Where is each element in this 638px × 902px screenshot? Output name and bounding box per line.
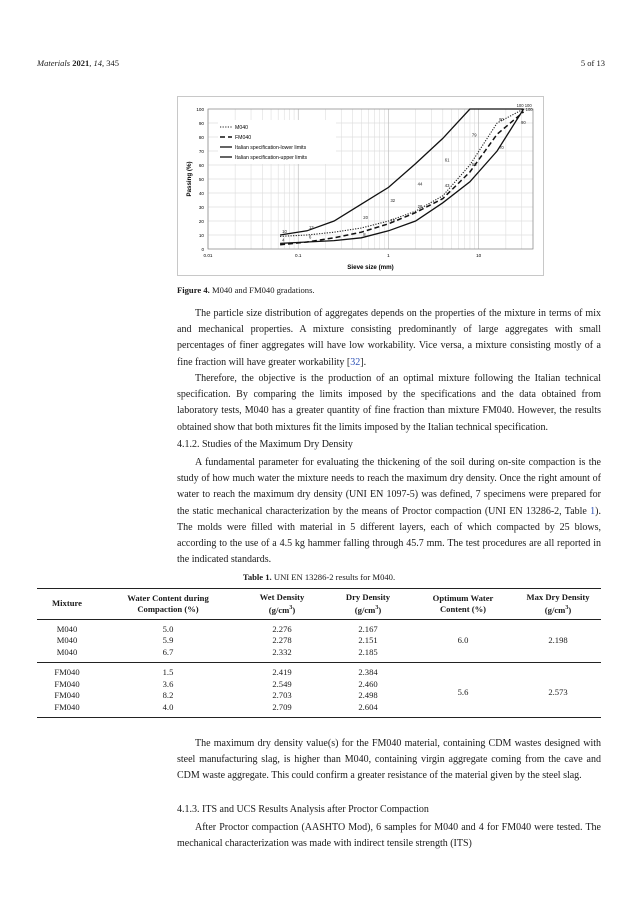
data-label: 79 xyxy=(471,132,477,138)
figure-4-chart xyxy=(177,96,544,276)
table-caption xyxy=(0,572,638,582)
cell-mixture: M040 xyxy=(56,623,78,634)
cell-optimum-m040: 6.0 xyxy=(411,619,515,663)
y-tick-label: 80 xyxy=(198,135,204,140)
cell-mixture: FM040 xyxy=(54,678,80,689)
y-tick-label: 90 xyxy=(198,121,204,126)
cell-dry: 2.185 xyxy=(325,647,411,663)
paragraph-text: ). The molds were filled with material in 5 different layers, each of which compacted by 25 blows, according to the use of a 4.5 kg hammer falling through 45.7 mm. The test procedures are all reported in the indicated standards. xyxy=(177,505,601,566)
cell-dry: 2.167 xyxy=(358,623,378,634)
data-label: 13 xyxy=(308,224,314,230)
table-ref-link-1[interactable]: 1 xyxy=(590,505,596,517)
x-tick-label: 0.1 xyxy=(295,253,302,258)
paragraph-max-dry-density: The maximum dry density value(s) for the FM040 material, containing CDM wastes designed with steel manufacturing slag, is higher than M040, containing virgin aggregate coming from the cave and CDM waste aggregate. This could confirm a greater resistance of the material given by the steel slag. xyxy=(177,738,601,782)
data-label: 44 xyxy=(417,181,423,187)
cell-dry: 2.151 xyxy=(358,635,378,646)
paragraph-dry-density xyxy=(177,455,601,568)
cell-max-m040: 2.198 xyxy=(515,619,601,663)
cell-mixture: FM040 xyxy=(37,702,97,718)
journal-volume: 14 xyxy=(93,58,102,68)
x-axis-label: Sieve size (mm) xyxy=(347,264,394,271)
data-label: 61 xyxy=(444,157,450,163)
section-heading-4-1-2: 4.1.2. Studies of the Maximum Dry Density xyxy=(177,439,353,450)
header-wet-density: Wet Density $(g/cm^3)$ xyxy=(239,589,325,620)
data-label: 90 xyxy=(521,119,526,125)
data-label: 4 xyxy=(282,237,285,243)
y-tick-label: 100 xyxy=(196,107,204,112)
cell-mixture: M040 xyxy=(56,635,78,646)
paragraph-particle-size xyxy=(177,306,601,371)
cell-water: 3.6 xyxy=(162,678,174,689)
legend-entry: FM040 xyxy=(235,135,252,141)
data-label: 58 xyxy=(471,161,477,167)
cell-water: 5.0 xyxy=(162,623,174,634)
y-axis-label: Passing (%) xyxy=(186,161,193,197)
paragraph-text: ]. xyxy=(360,356,367,368)
cell-wet: 2.276 xyxy=(272,623,292,634)
cell-wet: 2.709 xyxy=(239,702,325,718)
page-number: 5 of 13 xyxy=(580,58,605,68)
cell-optimum-fm040: 5.6 xyxy=(411,663,515,718)
cell-dry: 2.384 xyxy=(358,667,378,678)
article-number: 345 xyxy=(106,58,119,68)
cell-water: 6.7 xyxy=(97,647,239,663)
cell-dry: 2.604 xyxy=(325,702,411,718)
header-water-content: Water Content during Compaction (%) xyxy=(97,589,239,620)
journal-name: Materials xyxy=(37,58,71,68)
x-tick-label: 0.01 xyxy=(203,253,213,258)
journal-year: 2021 xyxy=(72,58,90,68)
y-tick-label: 30 xyxy=(198,205,204,210)
data-label: 28 xyxy=(417,203,423,209)
y-tick-label: 10 xyxy=(198,233,204,238)
data-label: 10 xyxy=(282,229,287,234)
legend-entry: Italian specification-upper limits xyxy=(235,155,308,161)
citation-link-32[interactable]: 32 xyxy=(350,356,361,368)
figure-caption-label: Figure 4. xyxy=(177,285,210,295)
header-mixture: Mixture xyxy=(37,589,97,620)
x-tick-label: 10 xyxy=(476,253,482,258)
table-row xyxy=(37,619,601,635)
legend-entry: Italian specification-lower limits xyxy=(235,145,307,151)
data-label: 70 xyxy=(499,145,504,150)
cell-mixture: FM040 xyxy=(54,667,80,678)
y-tick-label: 70 xyxy=(198,149,204,154)
legend-entry: M040 xyxy=(235,125,248,131)
data-label: 32 xyxy=(390,198,396,204)
paragraph-objective: Therefore, the objective is the production of an optimal mixture following the Italian technical specification. By comparing the limits imposed by the specifications and the data obtained from laboratory tests, M040 has a greater quantity of fine fraction than mixture FM040. However, the results obtained show that both mixtures fit the limits imposed by the Italian technical specification. xyxy=(177,373,601,433)
data-label: 100 xyxy=(525,107,533,113)
y-tick-label: 50 xyxy=(198,177,204,182)
data-label: 6 xyxy=(308,234,312,240)
table-caption-text: UNI EN 13286-2 results for M040. xyxy=(273,572,396,582)
cell-max-fm040: 2.573 xyxy=(515,663,601,718)
y-tick-label: 20 xyxy=(198,219,204,224)
header-max-dry-density: Max Dry Density $(g/cm^3)$ xyxy=(515,589,601,620)
cell-wet: 2.278 xyxy=(272,635,292,646)
header-dry-density: Dry Density $(g/cm^3)$ xyxy=(325,589,411,620)
table-row xyxy=(37,663,601,679)
y-tick-label: 40 xyxy=(198,191,204,196)
running-header-citation: Materials 2021, 14, 345 xyxy=(37,58,119,68)
cell-wet: 2.332 xyxy=(239,647,325,663)
data-label: 100 100 xyxy=(516,103,532,108)
cell-water: 4.0 xyxy=(97,702,239,718)
figure-caption xyxy=(177,285,315,295)
cell-water: 5.9 xyxy=(162,635,174,646)
table-header-row xyxy=(37,589,601,620)
table-caption-label: Table 1. xyxy=(242,572,272,582)
paragraph-text: The particle size distribution of aggregates depends on the properties of the mixture in terms of mix and mechanical properties. A mixture consisting predominantly of large aggregates with small percentages of finer aggregates will have low workability. Vice versa, a mixture consisting mostly of a fine fraction will have greater workability [ xyxy=(177,308,601,368)
cell-mixture: FM040 xyxy=(54,690,80,701)
data-label: 43 xyxy=(444,182,450,188)
data-label: 18 xyxy=(390,217,396,223)
section-heading-4-1-3: 4.1.3. ITS and UCS Results Analysis after Proctor Compaction xyxy=(177,804,429,815)
y-tick-label: 0 xyxy=(201,247,204,252)
paragraph-its-ucs: After Proctor compaction (AASHTO Mod), 6 samples for M040 and 4 for FM040 were tested. The mechanical characterization was made with indirect tensile strength (ITS) xyxy=(177,822,601,850)
y-tick-label: 60 xyxy=(198,163,204,168)
cell-wet: 2.549 xyxy=(272,678,292,689)
figure-caption-text: M040 and FM040 gradations. xyxy=(211,285,315,295)
cell-dry: 2.460 xyxy=(358,678,378,689)
cell-wet: 2.703 xyxy=(272,690,292,701)
paragraph-text: A fundamental parameter for evaluating the thickening of the soil during on-site compaction is the study of how much water the mixture needs to reach the maximum dry density. Once the right amount of water to reach the maximum dry density (UNI EN 1097-5) was defined, 7 specimens were prepared for the static mechanical characterization by the means of Proctor compaction (UNI EN 13286-2, Table xyxy=(177,457,601,517)
cell-mixture: M040 xyxy=(37,647,97,663)
header-optimum-water: Optimum Water Content (%) xyxy=(411,589,515,620)
data-label: 8 xyxy=(363,231,366,237)
cell-dry: 2.498 xyxy=(358,690,378,701)
data-label: 90 xyxy=(499,117,504,122)
cell-water: 8.2 xyxy=(162,690,174,701)
cell-wet: 2.419 xyxy=(272,667,292,678)
gradation-chart-svg xyxy=(178,97,543,275)
results-table xyxy=(37,588,601,718)
data-label: 20 xyxy=(363,215,368,220)
cell-water: 1.5 xyxy=(162,667,174,678)
x-tick-label: 1 xyxy=(387,253,390,258)
